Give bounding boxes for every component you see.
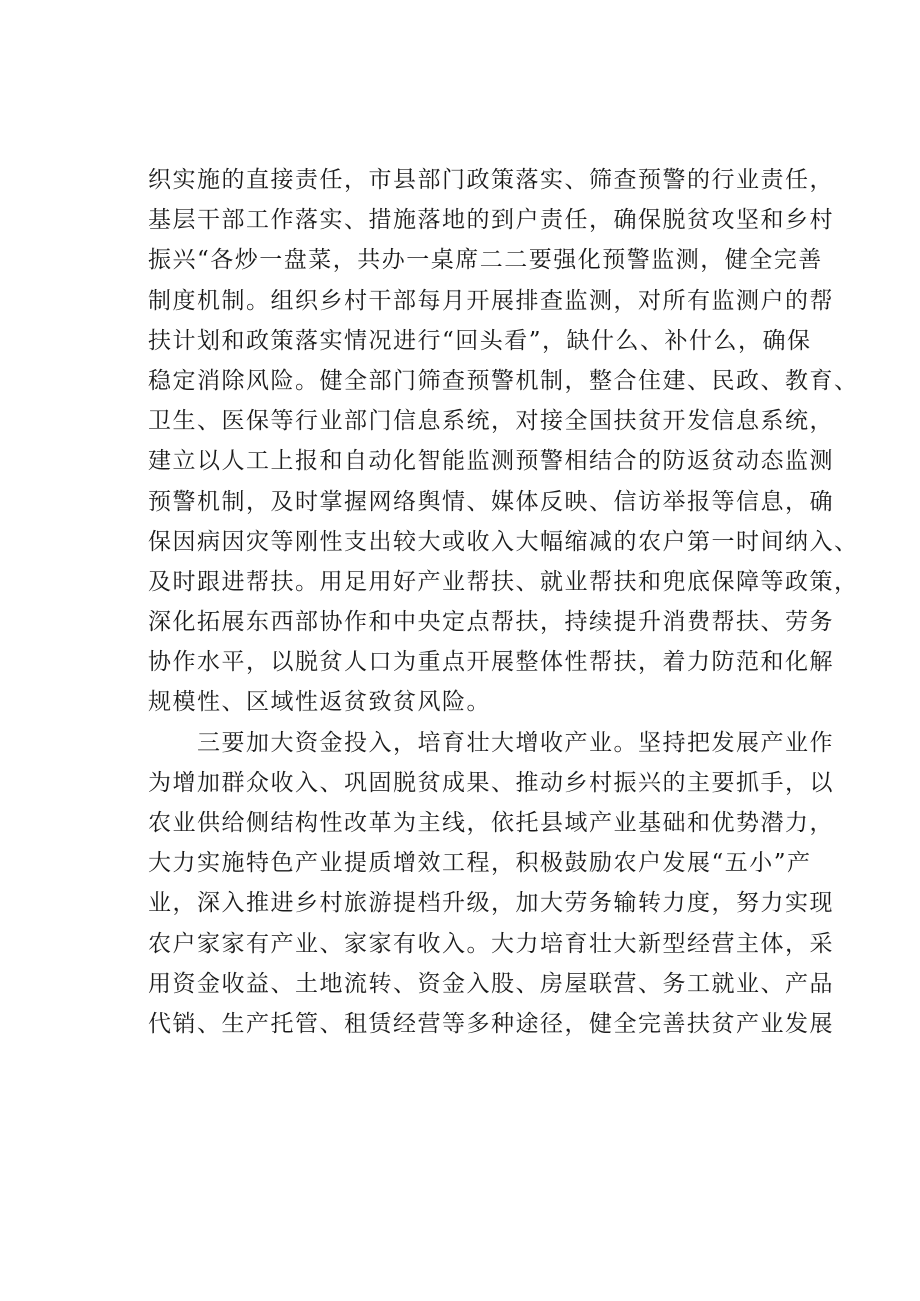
text-line: 农户家家有产业、家家有收入。大力培育壮大新型经营主体，采 (148, 930, 834, 957)
text-line: 保因病因灾等刚性支出较大或收入大幅缩减的农户第一时间纳入、 (148, 528, 859, 555)
text-line: 基层干部工作落实、措施落地的到户责任，确保脱贫攻坚和乡村 (148, 207, 834, 234)
text-line: 预警机制，及时掌握网络舆情、媒体反映、信访举报等信息，确 (148, 488, 834, 515)
text-line: 农业供给侧结构性改革为主线，依托县域产业基础和优势潜力， (148, 810, 834, 836)
text-line: 建立以人工上报和自动化智能监测预警相结合的防返贫动态监测 (148, 448, 834, 475)
text-line: 代销、生产托管、租赁经营等多种途径，健全完善扶贫产业发展 (148, 1010, 834, 1037)
text-line: 振兴“各炒一盘菜，共办一桌席二二要强化预警监测，健全完善 (148, 247, 823, 274)
text-line: 制度机制。组织乡村干部每月开展排查监测，对所有监测户的帮 (148, 287, 834, 314)
text-line: 深化拓展东西部协作和中央定点帮扶，持续提升消费帮扶、劳务 (148, 609, 834, 636)
body-text (148, 160, 859, 1044)
text-line: 扶计划和政策落实情况进行“回头看”，缺什么、补什么，确保 (148, 327, 812, 354)
text-line: 规模性、区域性返贫致贫风险。 (148, 689, 491, 716)
text-line: 大力实施特色产业提质增效工程，积极鼓励农户发展“五小”产 (148, 850, 812, 877)
paragraph-start-line: 三要加大资金投入，培育壮大增收产业。坚持把发展产业作 (148, 729, 834, 756)
text-line: 协作水平，以脱贫人口为重点开展整体性帮扶，着力防范和化解 (148, 649, 834, 676)
text-line: 用资金收益、土地流转、资金入股、房屋联营、务工就业、产品 (148, 970, 834, 997)
text-line: 及时跟进帮扶。用足用好产业帮扶、就业帮扶和兜底保障等政策， (148, 568, 859, 595)
text-line: 稳定消除风险。健全部门筛查预警机制，整合住建、民政、教育、 (148, 367, 859, 394)
text-line: 织实施的直接责任，市县部门政策落实、筛查预警的行业责任， (148, 167, 834, 193)
text-line: 为增加群众收入、巩固脱贫成果、推动乡村振兴的主要抓手，以 (148, 769, 834, 796)
text-line: 卫生、医保等行业部门信息系统，对接全国扶贫开发信息系统， (148, 408, 834, 435)
text-line: 业，深入推进乡村旅游提档升级，加大劳务输转力度，努力实现 (148, 890, 834, 917)
